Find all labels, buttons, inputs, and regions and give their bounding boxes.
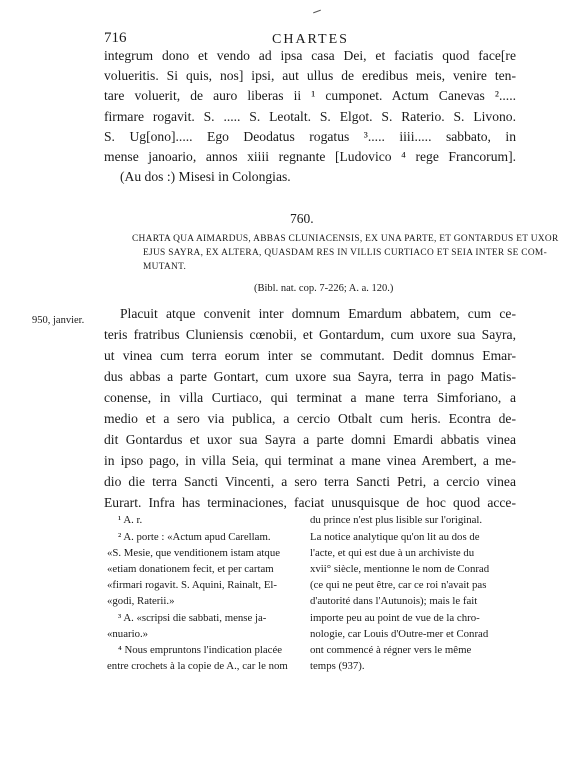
footnote-line: ⁴ Nous empruntons l'indication placée: [118, 644, 283, 656]
footnote-line: (ce qui ne peut être, car ce roi n'avait pas: [310, 579, 487, 591]
text-line: S. Ug[ono]..... Ego Deodatus rogatus ³..... iiii..... sabbato, in: [104, 129, 516, 144]
footnote-line: d'autorité dans l'Autunois); mais le fait: [310, 595, 478, 607]
footnote-line: nologie, car Louis d'Outre-mer et Conrad: [310, 628, 489, 640]
charter-title-line: MUTANT.: [143, 262, 187, 272]
page-number: 716: [104, 30, 127, 46]
text-line: dit Gontardus et uxor sua Sayra a parte domni Emardi abbatis vinea: [104, 432, 516, 447]
footnote-line: xvii° siècle, mentionne le nom de Conrad: [310, 563, 490, 575]
text-line: tare voluerit, de auro liberas ii ¹ cumponet. Actum Canevas ².....: [104, 88, 516, 103]
footnote-line: «S. Mesie, que venditionem istam atque: [107, 547, 281, 559]
footnote-line: du prince n'est plus lisible sur l'original.: [310, 514, 483, 526]
text-line: ut vinea cum terra eorum inter se commutant. Dedit domnus Emar-: [104, 348, 516, 363]
source-reference: (Bibl. nat. cop. 7-226; A. a. 120.): [254, 283, 394, 294]
footnote-line: «nuario.»: [107, 628, 149, 640]
text-line: teris fratribus Cluniensis cœnobii, et Gontardum, cum uxore sua Sayra,: [104, 327, 516, 342]
footnote-line: «firmari rogavit. S. Aquini, Rainalt, El-: [107, 579, 278, 591]
footnote-line: entre crochets à la copie de A., car le nom: [107, 660, 288, 672]
charter-number: 760.: [290, 211, 314, 226]
running-head: CHARTES: [272, 32, 349, 47]
page-mark: [313, 10, 321, 14]
charter-title-line: CHARTA QUA AIMARDUS, ABBAS CLUNIACENSIS, EX UNA PARTE, ET GONTARDUS ET UXOR: [132, 234, 559, 244]
text-line: Placuit atque convenit inter domnum Emardum abbatem, cum ce-: [120, 306, 516, 321]
footnote-line: La notice analytique qu'on lit au dos de: [310, 531, 480, 543]
footnote-line: ont commencé à régner vers le même: [310, 644, 472, 656]
text-line: dio die terra Sancti Vincenti, a sero terra Sancti Petri, a cercio vinea: [104, 474, 516, 489]
margin-date: 950, janvier.: [32, 315, 85, 326]
text-line: (Au dos :) Misesi in Colongias.: [120, 169, 291, 184]
footnote-line: ¹ A. r.: [118, 514, 143, 526]
footnote-line: «etiam donationem fecit, et per cartam: [107, 563, 274, 575]
footnote-line: importe peu au point de vue de la chro-: [310, 612, 480, 624]
footnote-line: temps (937).: [310, 660, 365, 672]
text-line: dus abbas a parte Gontart, cum uxore sua Sayra, terra in pago Matis-: [104, 369, 516, 384]
footnote-line: l'acte, et qui est due à un archiviste du: [310, 547, 475, 559]
charter-title-line: EJUS SAYRA, EX ALTERA, QUASDAM RES IN VILLIS CURTIACO ET SEIA INTER SE COM-: [143, 248, 547, 258]
text-line: volueritis. Si quis, nos] ipsi, aut ullus de eredibus meis, venire ten-: [104, 68, 516, 83]
text-line: firmare rogavit. S. ..... S. Leotalt. S. Elgot. S. Raterio. S. Livono.: [104, 109, 516, 124]
text-line: in ipso pago, in villa Seia, qui terminat a mane vinea Arembert, a me-: [104, 453, 516, 468]
footnote-line: «godi, Raterii.»: [107, 595, 175, 607]
text-line: integrum dono et vendo ad ipsa casa Dei, et faciatis quod face[re: [104, 48, 516, 63]
text-line: mense janoario, annos xiiii regnante [Ludovico ⁴ rege Francorum].: [104, 149, 516, 164]
footnote-line: ³ A. «scripsi die sabbati, mense ja-: [118, 612, 267, 624]
text-line: Eurart. Infra has terminaciones, faciat unusquisque de hoc quod acce-: [104, 495, 516, 510]
text-line: conense, in villa Curtiaco, qui terminat a mane terra Simforiano, a: [104, 390, 516, 405]
text-line: medio et a sero via publica, a cercio Otbalt cum heris. Econtra de-: [104, 411, 516, 426]
footnote-line: ² A. porte : «Actum apud Carellam.: [118, 531, 271, 543]
